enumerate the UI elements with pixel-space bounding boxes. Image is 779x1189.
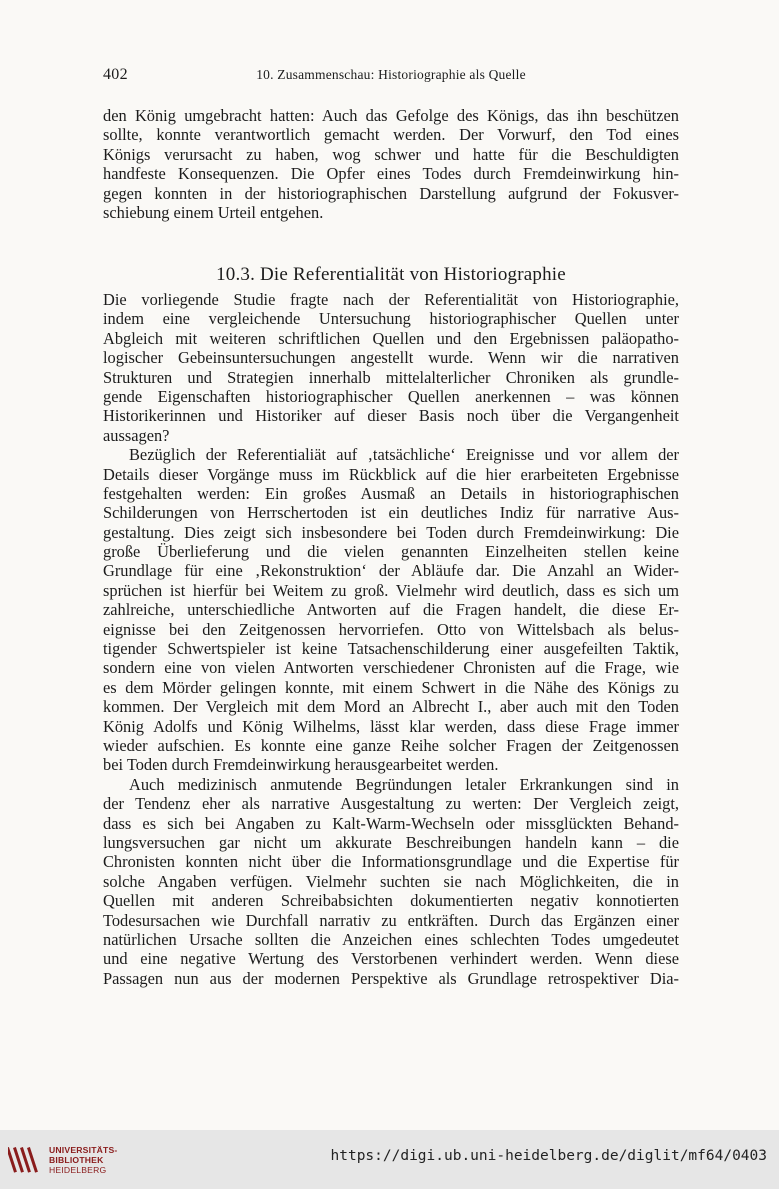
text-line: Die vorliegende Studie fragte nach der Referentialität von Historiographie, <box>103 290 679 309</box>
text-line: aussagen? <box>103 425 170 445</box>
logo-line-2: BIBLIOTHEK <box>49 1155 104 1165</box>
text-line: sondern eine von vielen Antworten verschiedener Chronisten auf die Frage, wie <box>103 658 679 678</box>
text-line: König Adolfs und König Wilhelms, lässt klar werden, dass diese Frage immer <box>103 716 679 736</box>
text-line: zahlreiche, unterschiedliche Antworten auf die Fragen handelt, die diese Er- <box>103 600 679 620</box>
text-line: und eine negative Wertung des Verstorbenen verhindert werden. Wenn diese <box>103 949 679 969</box>
text-line: kommen. Der Vergleich mit dem Mord an Albrecht I., aber auch mit den Toden <box>103 697 679 717</box>
text-line: logischer Gebeinsuntersuchungen angestellt wurde. Wenn wir die narrativen <box>103 348 679 368</box>
text-line: sollte, konnte verantwortlich gemacht werden. Der Vorwurf, den Tod eines <box>103 125 679 145</box>
text-line: wieder aufschien. Es konnte eine ganze Reihe solcher Fragen der Zeitgenossen <box>103 735 679 755</box>
text-line: es dem Mörder gelingen konnte, mit einem Schwert in die Nähe des Königs zu <box>103 677 679 697</box>
paragraph-3 <box>103 775 679 988</box>
text-line: Königs verursacht zu haben, wog schwer und hatte für die Beschuldigten <box>103 144 679 164</box>
text-line: handfeste Konsequenzen. Die Opfer eines Todes durch Fremdeinwirkung hin- <box>103 164 679 184</box>
text-line: natürlichen Ursache sollten die Anzeichen eines schlechten Todes umgedeutet <box>103 929 679 949</box>
main-text <box>103 290 679 988</box>
text-line: Auch medizinisch anmutende Begründungen letaler Erkrankungen sind in <box>129 774 679 794</box>
running-title: 10. Zusammenschau: Historiographie als Quelle <box>256 67 526 82</box>
text-line: gegen konnten in der historiographischen Darstellung aufgrund der Fokusver- <box>103 183 679 203</box>
text-line: Schilderungen von Herrschertoden ist ein deutliches Indiz für narrative Aus- <box>103 503 679 523</box>
text-line: sprüchen ist hierfür bei Weitem zu groß. Vielmehr wird deutlich, dass es sich um <box>103 580 679 600</box>
text-line: schiebung einem Urteil entgehen. <box>103 202 324 222</box>
section-heading: 10.3. Die Referentialität von Historiographie <box>216 264 566 285</box>
text-line: große Überlieferung und die vielen genannten Einzelheiten stellen keine <box>103 542 679 562</box>
permalink-url[interactable]: https://digi.ub.uni-heidelberg.de/diglit/mf64/0403 <box>330 1148 767 1164</box>
text-line: Bezüglich der Referentialiät auf ‚tatsächliche‘ Ereignisse und vor allem der <box>129 445 679 465</box>
library-logo[interactable] <box>8 1141 148 1179</box>
paragraph-1 <box>103 290 679 445</box>
text-line: solche Angaben verfügen. Vielmehr suchten sie nach Möglichkeiten, die in <box>103 871 679 891</box>
text-line: Strukturen und Strategien innerhalb mittelalterlicher Chroniken als grundle- <box>103 367 679 387</box>
text-line: indem eine vergleichende Untersuchung historiographischer Quellen unter <box>103 309 679 329</box>
text-line: Historikerinnen und Historiker auf dieser Basis noch über die Vergangenheit <box>103 406 679 426</box>
text-line: festgehalten werden: Ein großes Ausmaß an Details in historiographischen <box>103 483 679 503</box>
running-head <box>103 66 679 86</box>
text-line: den König umgebracht hatten: Auch das Gefolge des Königs, das ihn beschützen <box>103 106 679 125</box>
text-line: dass es sich bei Angaben zu Kalt-Warm-Wechseln oder missglückten Behand- <box>103 813 679 833</box>
text-line: Quellen mit anderen Schreibabsichten dokumentierten negativ konnotierten <box>103 891 679 911</box>
text-line: Grundlage für eine ‚Rekonstruktion‘ der Abläufe dar. Die Anzahl an Wider- <box>103 561 679 581</box>
text-line: der Tendenz eher als narrative Ausgestaltung zu werten: Der Vergleich zeigt, <box>103 794 679 814</box>
library-logo-icon <box>8 1143 42 1177</box>
page-number: 402 <box>103 66 128 83</box>
text-line: Abgleich mit weiteren schriftlichen Quellen und den Ergebnissen paläopatho- <box>103 328 679 348</box>
intro-paragraph <box>103 106 679 222</box>
text-line: Details dieser Vorgänge muss im Rückblick auf die hier erarbeiteten Ergebnisse <box>103 464 679 484</box>
text-line: tigender Schwertspieler ist keine Tatsachenschilderung einer ausgefeilten Taktik, <box>103 639 679 659</box>
text-line: Chronisten konnten nicht über die Informationsgrundlage und die Expertise für <box>103 852 679 872</box>
logo-line-1: UNIVERSITÄTS- <box>49 1145 118 1155</box>
text-line: Todesursachen wie Durchfall narrativ zu entkräften. Durch das Ergänzen einer <box>103 910 679 930</box>
library-logo-text <box>49 1145 118 1175</box>
text-line: lungsversuchen gar nicht um akkurate Beschreibungen handeln kann – die <box>103 832 679 852</box>
paragraph-2 <box>103 445 679 775</box>
logo-line-3: HEIDELBERG <box>49 1165 107 1175</box>
text-line: gende Eigenschaften historiographischer Quellen anerkennen – was können <box>103 386 679 406</box>
text-line: bei Toden durch Fremdeinwirkung herausgearbeitet werden. <box>103 755 499 775</box>
footer-bar <box>0 1130 779 1189</box>
text-line: gestaltung. Dies zeigt sich insbesondere bei Toden durch Fremdeinwirkung: Die <box>103 522 679 542</box>
text-line: eignisse bei den Zeitgenossen hervorriefen. Otto von Wittelsbach als belus- <box>103 619 679 639</box>
text-line: Passagen nun aus der modernen Perspektive als Grundlage retrospektiver Dia- <box>103 968 679 988</box>
